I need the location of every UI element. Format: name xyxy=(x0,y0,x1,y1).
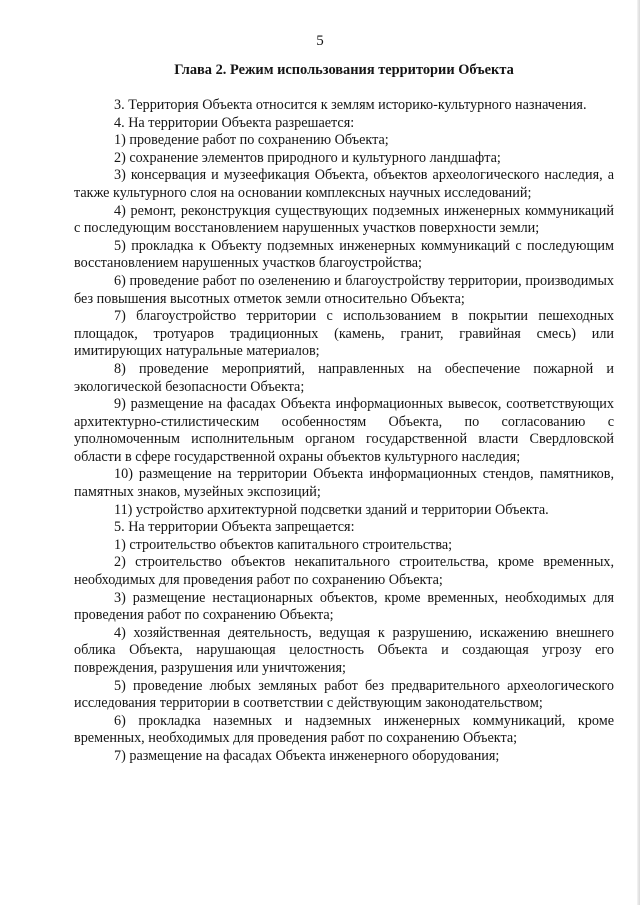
list-item: 3) консервация и музеефикация Объекта, объектов археологического наследия, а также культурного слоя на основании комплексных научных исследований; xyxy=(74,167,614,201)
paragraph: 3. Территория Объекта относится к землям историко-культурного назначения. xyxy=(114,97,587,113)
list-item: 4) хозяйственная деятельность, ведущая к разрушению, искажению внешнего облика Объекта, нарушающая целостность Объекта и создающая угрозу его повреждения, разрушения или уничтожения; xyxy=(74,624,614,676)
list-item: 8) проведение мероприятий, направленных на обеспечение пожарной и экологической безопасности Объекта; xyxy=(74,360,614,395)
list-item: 11) устройство архитектурной подсветки зданий и территории Объекта. xyxy=(114,501,549,518)
list-item: 6) прокладка наземных и надземных инженерных коммуникаций, кроме временных, необходимых для проведения работ по сохранению Объекта; xyxy=(74,712,614,747)
chapter-heading: Глава 2. Режим использования территории Объекта xyxy=(174,62,514,78)
list-item: 1) проведение работ по сохранению Объекта; xyxy=(114,132,389,149)
list-item: 9) размещение на фасадах Объекта информационных вывесок, соответствующих архитектурно-стилистическим особенностям Объекта, по согласованию с уполномоченным исполнительным органом государственной власти Свердловской области в сфере государственной охраны объектов культурного наследия; xyxy=(74,396,614,465)
list-item: 1) строительство объектов капитального строительства; xyxy=(114,536,453,553)
paragraph: 5. На территории Объекта запрещается: xyxy=(114,519,355,536)
list-item: 5) проведение любых земляных работ без предварительного археологического исследования территории в соответствии с действующим законодательством; xyxy=(74,677,614,712)
list-item: 6) проведение работ по озеленению и благоустройству территории, производимых без повышения высотных отметок земли относительно Объекта; xyxy=(74,272,614,307)
list-item: 2) строительство объектов некапитального строительства, кроме временных, необходимых для проведения работ по сохранению Объекта; xyxy=(74,554,614,589)
list-item: 10) размещение на территории Объекта информационных стендов, памятников, памятных знаков, музейных экспозиций; xyxy=(74,466,614,501)
page-number: 5 xyxy=(316,33,324,49)
list-item: 3) размещение нестационарных объектов, кроме временных, необходимых для проведения работ по сохранению Объекта; xyxy=(74,589,614,624)
list-item: 2) сохранение элементов природного и культурного ландшафта; xyxy=(114,149,501,166)
list-item: 7) благоустройство территории с использованием в покрытии пешеходных площадок, тротуаров традиционных (камень, гранит, гравийная смесь) или имитирующих натуральные материалов; xyxy=(74,308,614,360)
list-item: 4) ремонт, реконструкция существующих подземных инженерных коммуникаций с последующим восстановлением нарушенных участков поверхности земли; xyxy=(74,202,614,237)
document-body xyxy=(74,97,614,766)
list-item: 5) прокладка к Объекту подземных инженерных коммуникаций с последующим восстановлением нарушенных участков благоустройства; xyxy=(74,237,614,272)
list-item: 7) размещение на фасадах Объекта инженерного оборудования; xyxy=(114,747,500,764)
paragraph: 4. На территории Объекта разрешается: xyxy=(114,114,355,131)
